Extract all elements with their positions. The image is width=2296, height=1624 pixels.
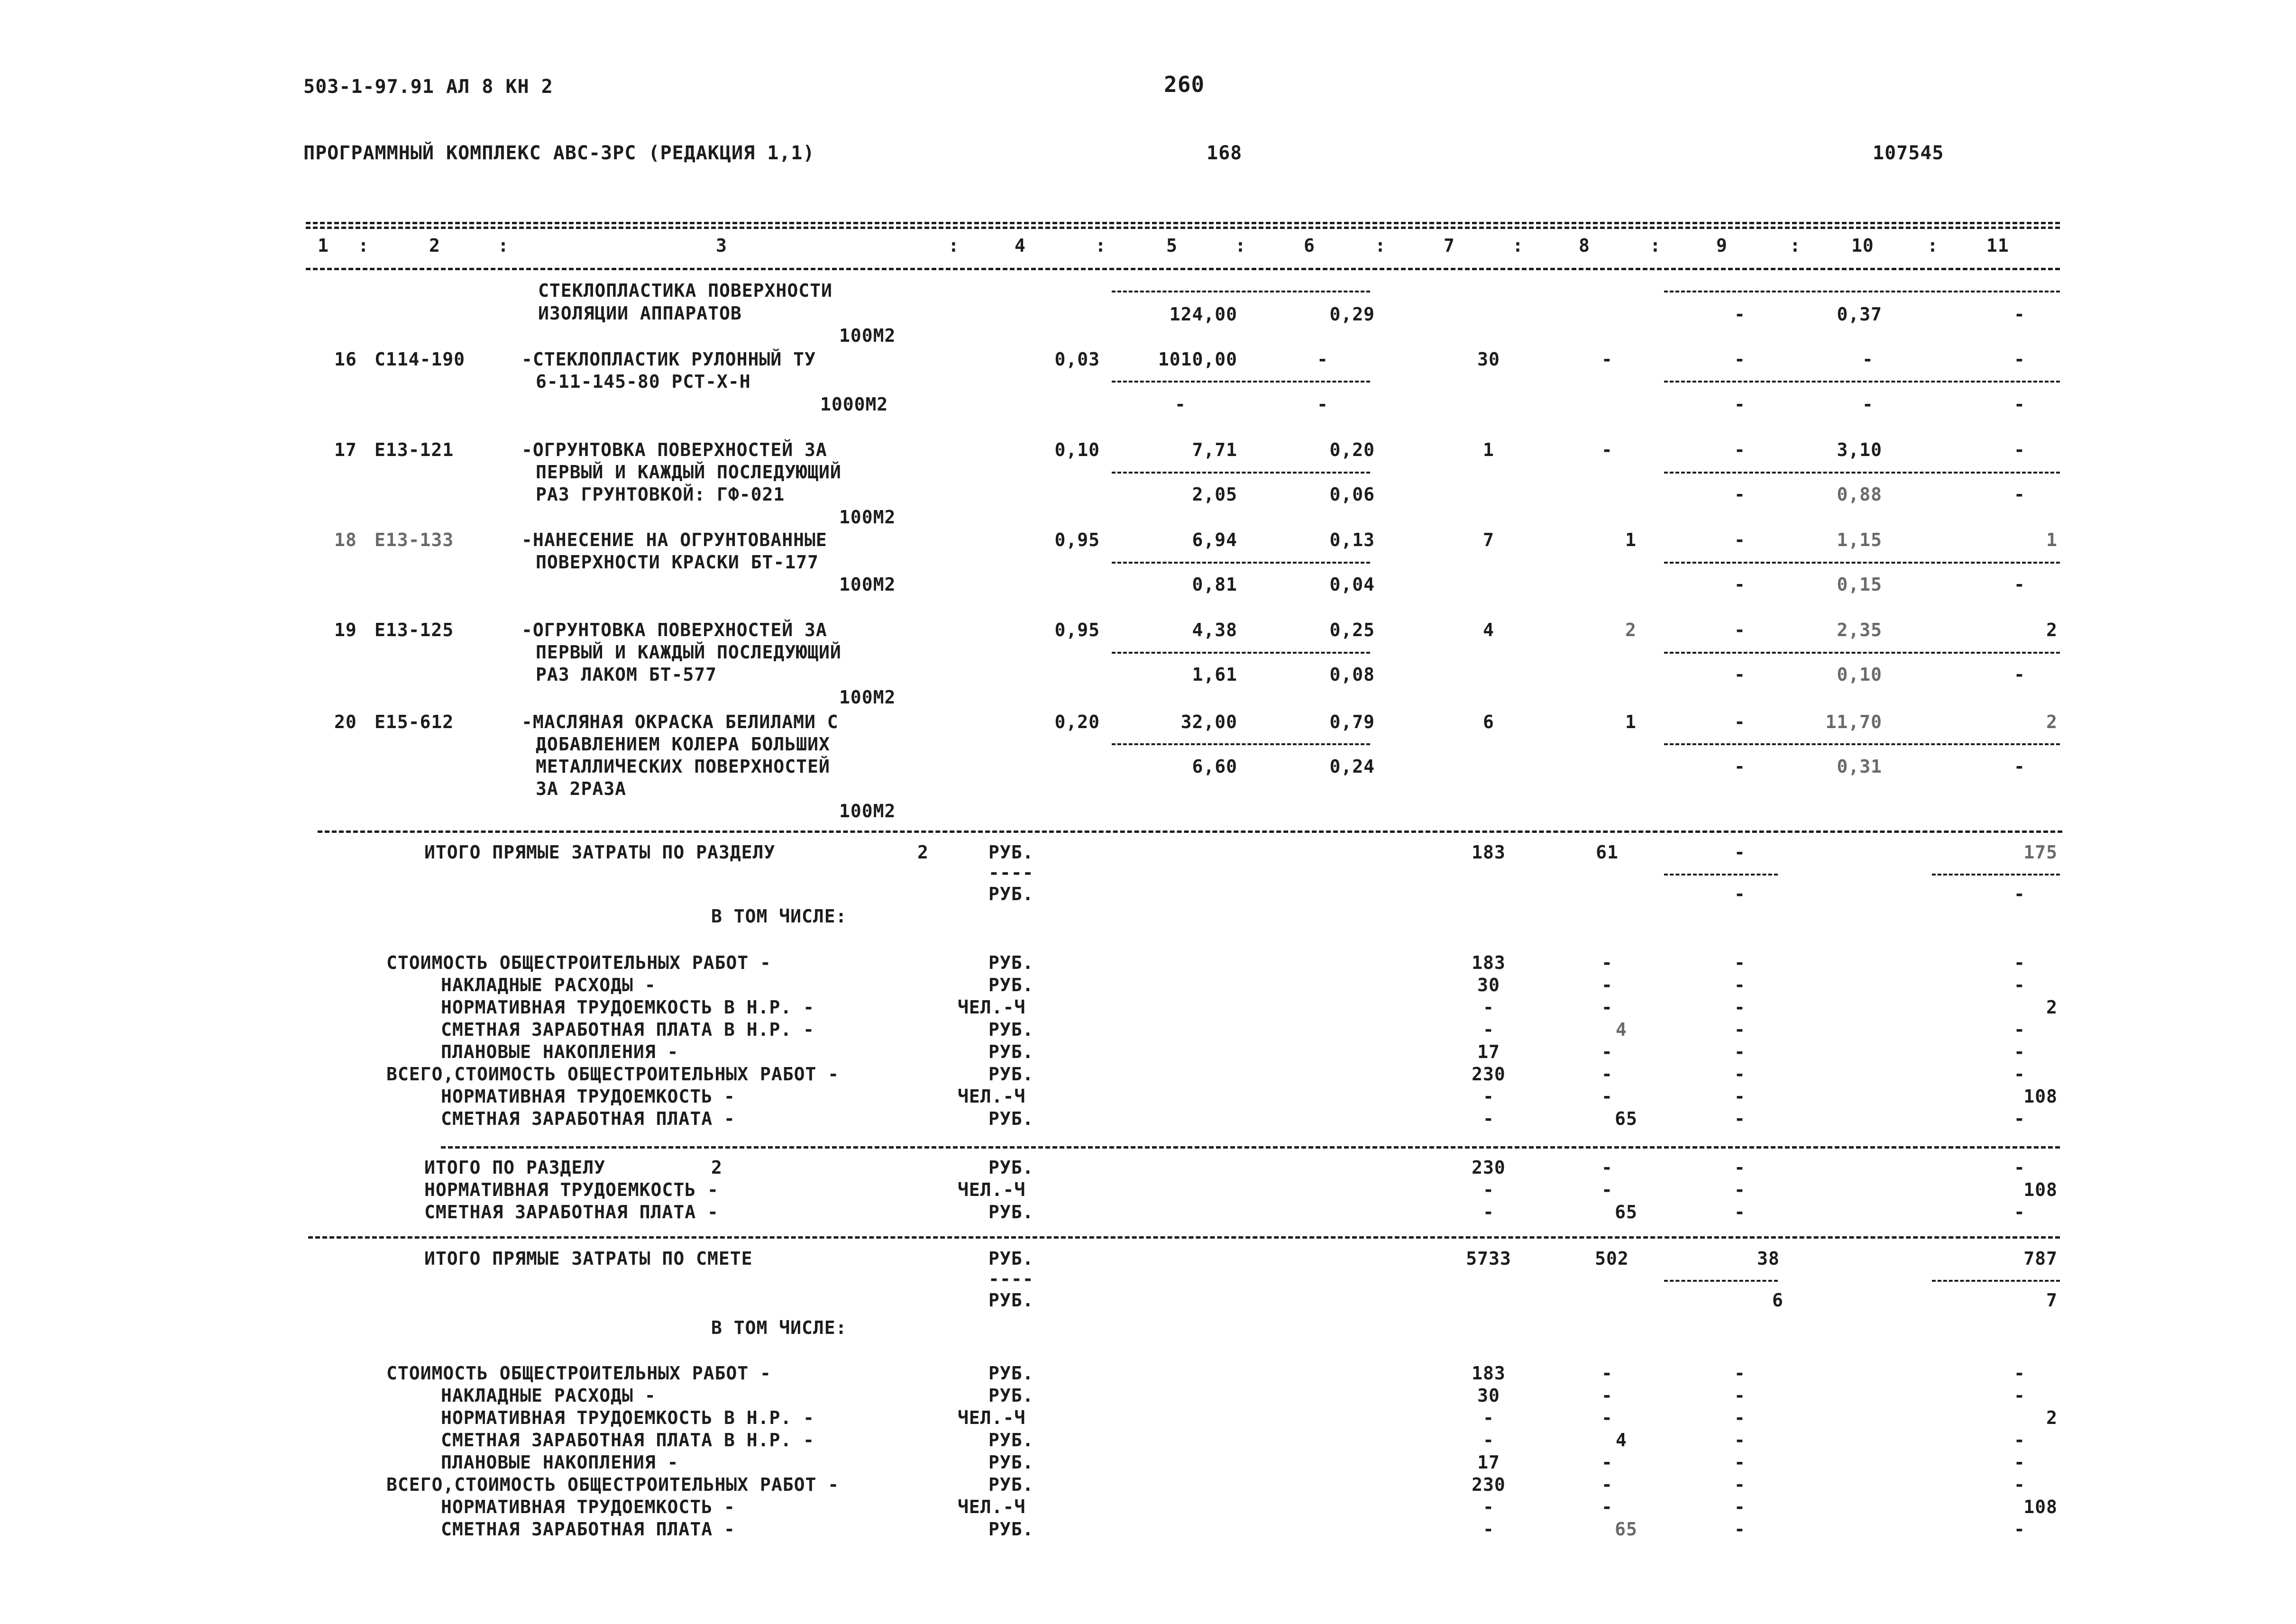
cell-b11: - bbox=[2014, 484, 2025, 505]
cell-c7: - bbox=[1483, 1019, 1494, 1040]
cell-c8: - bbox=[1601, 1407, 1613, 1428]
cell-c9: - bbox=[1734, 1474, 1746, 1495]
item-description: -МАСЛЯНАЯ ОКРАСКА БЕЛИЛАМИ С bbox=[521, 712, 839, 732]
cell-rule bbox=[1664, 874, 1778, 876]
col-sep: : bbox=[1927, 235, 1939, 256]
cell-c9: - bbox=[1734, 1108, 1746, 1129]
cell-c6: - bbox=[1317, 349, 1328, 370]
document-id: 107545 bbox=[1873, 142, 1944, 164]
header-bottom-rule bbox=[306, 268, 2060, 270]
cell-c5: 6,94 bbox=[1192, 529, 1237, 550]
cell-c9: - bbox=[1734, 952, 1746, 973]
cell-c7: 183 bbox=[1472, 1363, 1506, 1384]
cell-c7: - bbox=[1483, 1086, 1494, 1107]
unit-label: РУБ. bbox=[988, 1290, 1034, 1311]
item-code: С114-190 bbox=[375, 349, 466, 370]
cell-c4: 0,20 bbox=[1054, 712, 1100, 732]
breakdown-label: СМЕТНАЯ ЗАРАБОТНАЯ ПЛАТА В Н.Р. - bbox=[441, 1430, 814, 1451]
cell-c7: - bbox=[1483, 1108, 1494, 1129]
cell-c10: - bbox=[1862, 349, 1874, 370]
cell-c5: 32,00 bbox=[1180, 712, 1237, 732]
cell-c8: - bbox=[1601, 1452, 1613, 1473]
cell-b9: - bbox=[1734, 394, 1746, 415]
cell-c7: 5733 bbox=[1466, 1248, 1511, 1269]
cell-c11: - bbox=[2014, 1519, 2025, 1540]
cell-c9: - bbox=[1734, 439, 1746, 460]
cell-c11: - bbox=[2014, 1202, 2025, 1223]
cell-rule bbox=[1112, 743, 1370, 745]
cell-c11: 175 bbox=[2023, 842, 2058, 863]
cell-rule bbox=[1112, 381, 1370, 383]
cell-c8: - bbox=[1601, 1157, 1613, 1178]
cell-c7: 183 bbox=[1472, 842, 1506, 863]
cell-c9: - bbox=[1734, 1407, 1746, 1428]
unit-label: РУБ. bbox=[988, 1064, 1034, 1085]
cell-c6: 0,25 bbox=[1329, 620, 1375, 640]
cell-c8: 4 bbox=[1616, 1019, 1627, 1040]
breakdown-label: СМЕТНАЯ ЗАРАБОТНАЯ ПЛАТА - bbox=[441, 1108, 735, 1129]
cell-c9: - bbox=[1734, 349, 1746, 370]
cell-c11: 2 bbox=[2046, 997, 2058, 1018]
item-description: ДОБАВЛЕНИЕМ КОЛЕРА БОЛЬШИХ bbox=[536, 734, 830, 755]
cell-c8: - bbox=[1601, 1363, 1613, 1384]
col-header-7: 7 bbox=[1444, 235, 1455, 256]
col-sep: : bbox=[1512, 235, 1524, 256]
cell-c10: 3,10 bbox=[1837, 439, 1882, 460]
item-description: МЕТАЛЛИЧЕСКИХ ПОВЕРХНОСТЕЙ bbox=[536, 756, 830, 777]
program-title: ПРОГРАММНЫЙ КОМПЛЕКС АВС-3РС (РЕДАКЦИЯ 1,1) bbox=[303, 142, 815, 164]
cell-b6: 0,04 bbox=[1329, 574, 1375, 595]
cell-rule bbox=[1664, 1280, 1778, 1282]
cell-c7: 230 bbox=[1472, 1157, 1506, 1178]
cell-c11: - bbox=[2014, 975, 2025, 995]
unit-label: РУБ. bbox=[988, 1157, 1034, 1178]
table-top-rule bbox=[306, 222, 2060, 224]
cell-c5: 4,38 bbox=[1192, 620, 1237, 640]
cell-c10: 1,15 bbox=[1837, 529, 1882, 550]
cell-rule bbox=[1932, 874, 2060, 876]
cell-c7: 6 bbox=[1483, 712, 1494, 732]
cell-c11: 1 bbox=[2046, 529, 2058, 550]
item-unit: 100М2 bbox=[839, 574, 896, 595]
breakdown-label: НОРМАТИВНАЯ ТРУДОЕМКОСТЬ В Н.Р. - bbox=[441, 997, 814, 1018]
cell-c11: - bbox=[2014, 1157, 2025, 1178]
item-description: ПЕРВЫЙ И КАЖДЫЙ ПОСЛЕДУЮЩИЙ bbox=[536, 462, 842, 483]
section-sum-label: ИТОГО ПО РАЗДЕЛУ bbox=[424, 1157, 606, 1178]
item-description: 6-11-145-80 РСТ-Х-Н bbox=[536, 371, 751, 392]
cell-b11: 7 bbox=[2046, 1290, 2058, 1311]
doc-code: 503-1-97.91 АЛ 8 КН 2 bbox=[303, 76, 553, 98]
cell-c7: 1 bbox=[1483, 439, 1494, 460]
cell-b9: - bbox=[1734, 664, 1746, 685]
cell-rule bbox=[1112, 472, 1370, 474]
item-description: ИЗОЛЯЦИИ АППАРАТОВ bbox=[538, 303, 742, 324]
unit-label: РУБ. bbox=[988, 1202, 1034, 1223]
cell-c6: 0,20 bbox=[1329, 439, 1375, 460]
estimate-total-label: ИТОГО ПРЯМЫЕ ЗАТРАТЫ ПО СМЕТЕ bbox=[424, 1248, 753, 1269]
section-sum-label: НОРМАТИВНАЯ ТРУДОЕМКОСТЬ - bbox=[424, 1179, 719, 1200]
col-sep: : bbox=[498, 235, 509, 256]
cell-b5: - bbox=[1175, 394, 1186, 415]
section-total-number: 2 bbox=[917, 842, 929, 863]
cell-c9: 38 bbox=[1757, 1248, 1780, 1269]
cell-c10: 0,37 bbox=[1837, 304, 1882, 325]
unit-label: РУБ. bbox=[988, 1248, 1034, 1269]
cell-c11: 2 bbox=[2046, 712, 2058, 732]
cell-c8: 65 bbox=[1615, 1202, 1637, 1223]
cell-c9: - bbox=[1734, 1519, 1746, 1540]
unit-label: РУБ. bbox=[988, 1430, 1034, 1451]
cell-c11: - bbox=[2014, 1363, 2025, 1384]
cell-c11: - bbox=[2014, 1108, 2025, 1129]
unit-label: РУБ. bbox=[988, 1519, 1034, 1540]
cell-c8: - bbox=[1601, 1086, 1613, 1107]
cell-c8: - bbox=[1601, 1179, 1613, 1200]
cell-c11: - bbox=[2014, 439, 2025, 460]
cell-c7: 30 bbox=[1477, 1385, 1500, 1406]
cell-b10: - bbox=[1862, 394, 1874, 415]
cell-c10: 11,70 bbox=[1825, 712, 1882, 732]
cell-c11: - bbox=[2014, 1452, 2025, 1473]
item-code: Е13-125 bbox=[375, 620, 454, 640]
breakdown-label: СТОИМОСТЬ ОБЩЕСТРОИТЕЛЬНЫХ РАБОТ - bbox=[386, 1363, 771, 1384]
cell-c10: 2,35 bbox=[1837, 620, 1882, 640]
cell-b5: 2,05 bbox=[1192, 484, 1237, 505]
cell-b11: - bbox=[2014, 756, 2025, 777]
col-header-6: 6 bbox=[1304, 235, 1315, 256]
in-that-heading: В ТОМ ЧИСЛЕ: bbox=[711, 906, 847, 927]
unit-label: РУБ. bbox=[988, 842, 1034, 863]
cell-b9: 6 bbox=[1772, 1290, 1784, 1311]
item-unit: 100М2 bbox=[839, 325, 896, 346]
cell-c11: 108 bbox=[2023, 1086, 2058, 1107]
cell-b6: 0,24 bbox=[1329, 756, 1375, 777]
cell-c9: - bbox=[1734, 712, 1746, 732]
unit-label: РУБ. bbox=[988, 1019, 1034, 1040]
breakdown-label: ВСЕГО,СТОИМОСТЬ ОБЩЕСТРОИТЕЛЬНЫХ РАБОТ - bbox=[386, 1064, 840, 1085]
cell-b5: 0,81 bbox=[1192, 574, 1237, 595]
cell-c9: - bbox=[1734, 975, 1746, 995]
unit-label: РУБ. bbox=[988, 1041, 1034, 1062]
col-sep: : bbox=[1650, 235, 1661, 256]
cell-rule bbox=[1112, 291, 1370, 292]
col-sep: : bbox=[358, 235, 369, 256]
unit-label: РУБ. bbox=[988, 884, 1034, 904]
cell-c9: - bbox=[1734, 1363, 1746, 1384]
section-sum-number: 2 bbox=[711, 1157, 723, 1178]
cell-c7: 4 bbox=[1483, 620, 1494, 640]
cell-c8: - bbox=[1601, 997, 1613, 1018]
item-number: 19 bbox=[334, 620, 357, 640]
item-description: ПЕРВЫЙ И КАЖДЫЙ ПОСЛЕДУЮЩИЙ bbox=[536, 642, 842, 663]
col-header-8: 8 bbox=[1579, 235, 1590, 256]
cell-c5: 124,00 bbox=[1169, 304, 1237, 325]
item-description: -СТЕКЛОПЛАСТИК РУЛОННЫЙ ТУ bbox=[521, 349, 816, 370]
unit-underline: ---- bbox=[988, 862, 1034, 883]
cell-c11: 787 bbox=[2023, 1248, 2058, 1269]
item-number: 16 bbox=[334, 349, 357, 370]
cell-c9: - bbox=[1734, 1086, 1746, 1107]
unit-label: РУБ. bbox=[988, 1363, 1034, 1384]
unit-label: РУБ. bbox=[988, 952, 1034, 973]
cell-c7: 230 bbox=[1472, 1064, 1506, 1085]
item-code: Е13-133 bbox=[375, 529, 454, 550]
breakdown-label: НОРМАТИВНАЯ ТРУДОЕМКОСТЬ - bbox=[441, 1086, 735, 1107]
cell-c6: 0,13 bbox=[1329, 529, 1375, 550]
cell-rule bbox=[1932, 1280, 2060, 1282]
cell-rule bbox=[1664, 381, 2060, 383]
cell-c9: - bbox=[1734, 1179, 1746, 1200]
cell-b10: 0,15 bbox=[1837, 574, 1882, 595]
cell-c8: 1 bbox=[1625, 529, 1637, 550]
cell-c7: - bbox=[1483, 1202, 1494, 1223]
unit-label: ЧЕЛ.-Ч bbox=[958, 1086, 1026, 1107]
item-number: 20 bbox=[334, 712, 357, 732]
cell-rule bbox=[1112, 652, 1370, 654]
in-that-heading: В ТОМ ЧИСЛЕ: bbox=[711, 1317, 847, 1338]
cell-c8: - bbox=[1601, 975, 1613, 995]
breakdown-label: ПЛАНОВЫЕ НАКОПЛЕНИЯ - bbox=[441, 1452, 679, 1473]
estimate-rule bbox=[308, 1236, 2060, 1239]
cell-c8: 1 bbox=[1625, 712, 1637, 732]
cell-c11: - bbox=[2014, 1385, 2025, 1406]
cell-c7: 230 bbox=[1472, 1474, 1506, 1495]
cell-rule bbox=[1112, 562, 1370, 564]
cell-c7: 17 bbox=[1477, 1041, 1500, 1062]
cell-c7: - bbox=[1483, 1430, 1494, 1451]
item-description: -ОГРУНТОВКА ПОВЕРХНОСТЕЙ ЗА bbox=[521, 620, 827, 640]
cell-b10: 0,10 bbox=[1837, 664, 1882, 685]
cell-c7: 17 bbox=[1477, 1452, 1500, 1473]
cell-c7: 30 bbox=[1477, 975, 1500, 995]
cell-b9: - bbox=[1734, 884, 1746, 904]
breakdown-label: НОРМАТИВНАЯ ТРУДОЕМКОСТЬ В Н.Р. - bbox=[441, 1407, 814, 1428]
item-unit: 1000М2 bbox=[820, 394, 888, 415]
cell-c9: - bbox=[1734, 1202, 1746, 1223]
cell-c8: - bbox=[1601, 349, 1613, 370]
cell-c11: - bbox=[2014, 1064, 2025, 1085]
cell-b11: - bbox=[2014, 394, 2025, 415]
cell-c9: - bbox=[1734, 1496, 1746, 1517]
cell-c4: 0,03 bbox=[1054, 349, 1100, 370]
cell-b6: - bbox=[1317, 394, 1328, 415]
item-code: Е15-612 bbox=[375, 712, 454, 732]
cell-c8: - bbox=[1601, 1496, 1613, 1517]
cell-c8: 502 bbox=[1595, 1248, 1629, 1269]
item-unit: 100М2 bbox=[839, 507, 896, 528]
cell-rule bbox=[1664, 291, 2060, 292]
cell-b11: - bbox=[2014, 664, 2025, 685]
breakdown-label: НОРМАТИВНАЯ ТРУДОЕМКОСТЬ - bbox=[441, 1496, 735, 1517]
cell-c8: - bbox=[1601, 1064, 1613, 1085]
item-description: ЗА 2РАЗА bbox=[536, 778, 627, 799]
cell-c8: - bbox=[1601, 439, 1613, 460]
cell-c6: 0,29 bbox=[1329, 304, 1375, 325]
cell-c4: 0,95 bbox=[1054, 620, 1100, 640]
section-total-label: ИТОГО ПРЯМЫЕ ЗАТРАТЫ ПО РАЗДЕЛУ bbox=[424, 842, 776, 863]
unit-label: ЧЕЛ.-Ч bbox=[958, 1179, 1026, 1200]
cell-c9: - bbox=[1734, 1019, 1746, 1040]
cell-c5: 7,71 bbox=[1192, 439, 1237, 460]
cell-c8: 4 bbox=[1616, 1430, 1627, 1451]
cell-c7: - bbox=[1483, 1407, 1494, 1428]
cell-c4: 0,10 bbox=[1054, 439, 1100, 460]
col-header-5: 5 bbox=[1166, 235, 1178, 256]
cell-c7: - bbox=[1483, 1496, 1494, 1517]
cell-c8: - bbox=[1601, 1041, 1613, 1062]
cell-c11: 2 bbox=[2046, 620, 2058, 640]
cell-b6: 0,06 bbox=[1329, 484, 1375, 505]
cell-c4: 0,95 bbox=[1054, 529, 1100, 550]
item-unit: 100М2 bbox=[839, 801, 896, 821]
cell-c11: - bbox=[2014, 1474, 2025, 1495]
col-header-9: 9 bbox=[1716, 235, 1728, 256]
cell-rule bbox=[1664, 562, 2060, 564]
cell-c9: - bbox=[1734, 1041, 1746, 1062]
cell-c7: 183 bbox=[1472, 952, 1506, 973]
cell-c9: - bbox=[1734, 1385, 1746, 1406]
breakdown-label: СТОИМОСТЬ ОБЩЕСТРОИТЕЛЬНЫХ РАБОТ - bbox=[386, 952, 771, 973]
cell-c8: 65 bbox=[1615, 1519, 1637, 1540]
cell-c5: 1010,00 bbox=[1158, 349, 1237, 370]
cell-rule bbox=[1664, 652, 2060, 654]
cell-b6: 0,08 bbox=[1329, 664, 1375, 685]
cell-c7: - bbox=[1483, 997, 1494, 1018]
col-header-3: 3 bbox=[716, 235, 727, 256]
cell-rule bbox=[1664, 743, 2060, 745]
unit-label: ЧЕЛ.-Ч bbox=[958, 1407, 1026, 1428]
page-number: 260 bbox=[1164, 72, 1205, 97]
col-sep: : bbox=[1095, 235, 1107, 256]
item-description: -НАНЕСЕНИЕ НА ОГРУНТОВАННЫЕ bbox=[521, 529, 827, 550]
cell-b9: - bbox=[1734, 756, 1746, 777]
col-sep: : bbox=[1235, 235, 1246, 256]
cell-c9: - bbox=[1734, 1157, 1746, 1178]
section-rule bbox=[318, 830, 2062, 833]
section-sum-rule bbox=[441, 1146, 2060, 1149]
breakdown-label: ВСЕГО,СТОИМОСТЬ ОБЩЕСТРОИТЕЛЬНЫХ РАБОТ - bbox=[386, 1474, 840, 1495]
cell-b5: 6,60 bbox=[1192, 756, 1237, 777]
item-number: 17 bbox=[334, 439, 357, 460]
item-code: Е13-121 bbox=[375, 439, 454, 460]
item-description: РАЗ ГРУНТОВКОЙ: ГФ-021 bbox=[536, 484, 785, 505]
unit-label: ЧЕЛ.-Ч bbox=[958, 1496, 1026, 1517]
section-sum-label: СМЕТНАЯ ЗАРАБОТНАЯ ПЛАТА - bbox=[424, 1202, 719, 1223]
cell-c9: - bbox=[1734, 529, 1746, 550]
cell-c9: - bbox=[1734, 1430, 1746, 1451]
item-unit: 100М2 bbox=[839, 687, 896, 708]
cell-c8: - bbox=[1601, 1474, 1613, 1495]
item-description: СТЕКЛОПЛАСТИКА ПОВЕРХНОСТИ bbox=[538, 280, 832, 301]
cell-c8: - bbox=[1601, 1385, 1613, 1406]
col-header-11: 11 bbox=[1986, 235, 2009, 256]
sheet-number: 168 bbox=[1207, 142, 1243, 164]
col-sep: : bbox=[948, 235, 960, 256]
unit-underline: ---- bbox=[988, 1268, 1034, 1289]
cell-c9: - bbox=[1734, 1064, 1746, 1085]
cell-c11: - bbox=[2014, 1041, 2025, 1062]
cell-rule bbox=[1664, 472, 2060, 474]
item-description: РАЗ ЛАКОМ БТ-577 bbox=[536, 664, 717, 685]
cell-c11: 108 bbox=[2023, 1496, 2058, 1517]
cell-b10: 0,88 bbox=[1837, 484, 1882, 505]
cell-b5: 1,61 bbox=[1192, 664, 1237, 685]
cell-c9: - bbox=[1734, 842, 1746, 863]
col-sep: : bbox=[1375, 235, 1386, 256]
cell-b11: - bbox=[2014, 574, 2025, 595]
cell-b11: - bbox=[2014, 884, 2025, 904]
col-header-4: 4 bbox=[1015, 235, 1026, 256]
cell-c11: - bbox=[2014, 952, 2025, 973]
breakdown-label: НАКЛАДНЫЕ РАСХОДЫ - bbox=[441, 1385, 656, 1406]
cell-c7: 7 bbox=[1483, 529, 1494, 550]
col-header-1: 1 bbox=[318, 235, 329, 256]
cell-b9: - bbox=[1734, 484, 1746, 505]
cell-c8: 65 bbox=[1615, 1108, 1637, 1129]
col-header-2: 2 bbox=[429, 235, 440, 256]
unit-label: ЧЕЛ.-Ч bbox=[958, 997, 1026, 1018]
cell-c11: 108 bbox=[2023, 1179, 2058, 1200]
breakdown-label: СМЕТНАЯ ЗАРАБОТНАЯ ПЛАТА - bbox=[441, 1519, 735, 1540]
breakdown-label: СМЕТНАЯ ЗАРАБОТНАЯ ПЛАТА В Н.Р. - bbox=[441, 1019, 814, 1040]
cell-c7: 30 bbox=[1477, 349, 1500, 370]
cell-c11: - bbox=[2014, 349, 2025, 370]
cell-c9: - bbox=[1734, 1452, 1746, 1473]
item-number: 18 bbox=[334, 529, 357, 550]
cell-c9: - bbox=[1734, 304, 1746, 325]
unit-label: РУБ. bbox=[988, 1452, 1034, 1473]
cell-c7: - bbox=[1483, 1179, 1494, 1200]
cell-c7: - bbox=[1483, 1519, 1494, 1540]
cell-c8: 61 bbox=[1596, 842, 1619, 863]
item-description: ПОВЕРХНОСТИ КРАСКИ БТ-177 bbox=[536, 552, 819, 573]
col-sep: : bbox=[1790, 235, 1801, 256]
cell-c9: - bbox=[1734, 620, 1746, 640]
unit-label: РУБ. bbox=[988, 1474, 1034, 1495]
cell-c8: 2 bbox=[1625, 620, 1637, 640]
cell-c11: 2 bbox=[2046, 1407, 2058, 1428]
item-description: -ОГРУНТОВКА ПОВЕРХНОСТЕЙ ЗА bbox=[521, 439, 827, 460]
cell-c6: 0,79 bbox=[1329, 712, 1375, 732]
breakdown-label: ПЛАНОВЫЕ НАКОПЛЕНИЯ - bbox=[441, 1041, 679, 1062]
cell-c11: - bbox=[2014, 304, 2025, 325]
cell-c8: - bbox=[1601, 952, 1613, 973]
unit-label: РУБ. bbox=[988, 1385, 1034, 1406]
cell-c9: - bbox=[1734, 997, 1746, 1018]
cell-c11: - bbox=[2014, 1430, 2025, 1451]
unit-label: РУБ. bbox=[988, 1108, 1034, 1129]
col-header-10: 10 bbox=[1851, 235, 1874, 256]
table-top-rule-double bbox=[306, 227, 2060, 229]
cell-b9: - bbox=[1734, 574, 1746, 595]
cell-b10: 0,31 bbox=[1837, 756, 1882, 777]
unit-label: РУБ. bbox=[988, 975, 1034, 995]
breakdown-label: НАКЛАДНЫЕ РАСХОДЫ - bbox=[441, 975, 656, 995]
cell-c11: - bbox=[2014, 1019, 2025, 1040]
